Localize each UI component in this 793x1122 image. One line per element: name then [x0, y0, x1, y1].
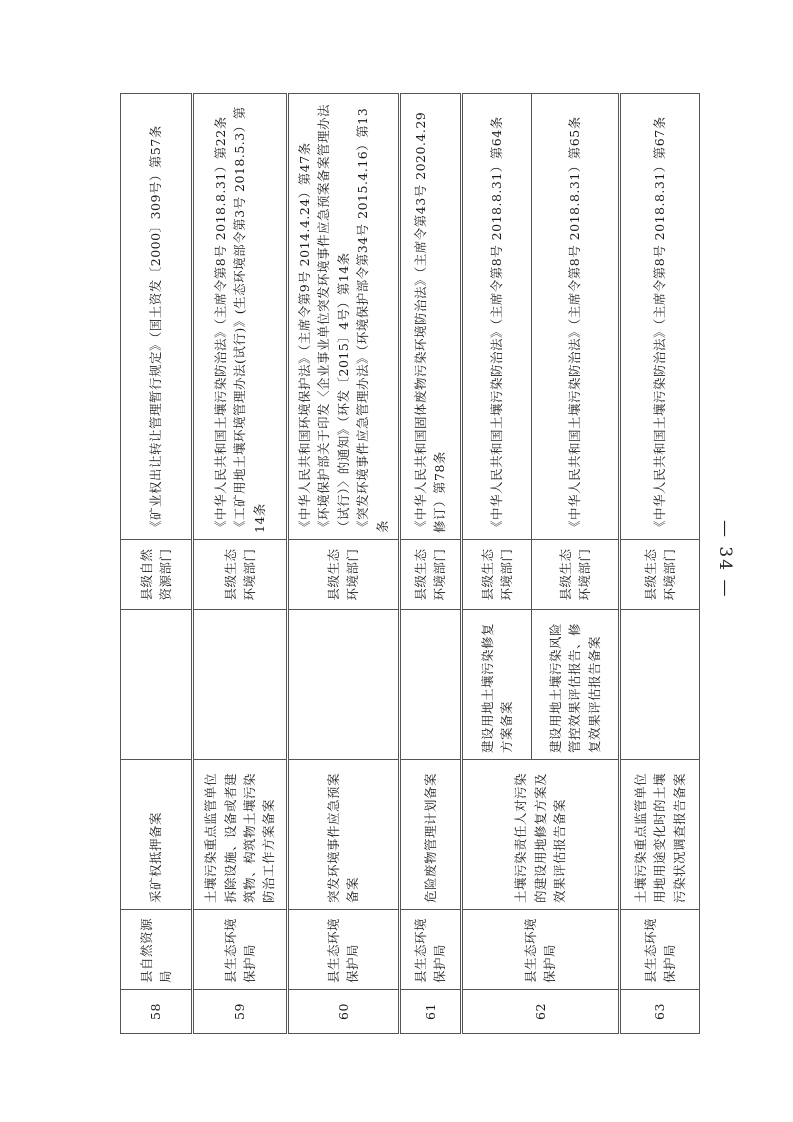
row-number: 59	[193, 990, 288, 1034]
legal-basis-line: 《环境保护部关于印发〈企业事业单位突发环境事件应急预案备案管理办法（试行）〉的通知》（环发〔2015〕4号）第14条	[316, 103, 351, 533]
agency-cell: 县自然资源局	[121, 910, 193, 990]
row-number: 63	[619, 990, 699, 1034]
table-row	[193, 94, 288, 1034]
rotated-table-wrapper	[120, 94, 687, 1034]
row-number: 58	[121, 990, 193, 1034]
legal-basis-cell	[288, 94, 400, 540]
filing-type-cell: 危险废物管理计划备案	[399, 760, 461, 910]
department-cell: 县级生态环境部门	[531, 540, 619, 610]
sub-item-cell	[399, 610, 461, 760]
filing-type-cell: 土壤污染重点监管单位拆除设施、设备或者建筑物、构筑物土壤污染防治工作方案备案	[193, 760, 288, 910]
table-row	[619, 94, 699, 1034]
agency-cell: 县生态环境保护局	[193, 910, 288, 990]
filing-type-cell: 采矿权抵押备案	[121, 760, 193, 910]
legal-basis-cell	[121, 94, 193, 540]
department-cell: 县级生态环境部门	[288, 540, 400, 610]
filing-items-table	[120, 93, 700, 1034]
agency-cell: 县生态环境保护局	[288, 910, 400, 990]
filing-type-cell: 突发环境事件应急预案备案	[288, 760, 400, 910]
row-number: 61	[399, 990, 461, 1034]
legal-basis-cell	[619, 94, 699, 540]
legal-basis-line: 《突发环境事件应急管理办法》（环境保护部令第34号 2015.4.16）第13条	[355, 107, 390, 533]
agency-cell: 县生态环境保护局	[399, 910, 461, 990]
legal-basis-line: 《中华人民共和国土壤污染防治法》（主席令第8号 2018.8.31）第22条	[212, 116, 228, 533]
table-row	[288, 94, 400, 1034]
legal-basis-cell	[399, 94, 461, 540]
sub-item-cell: 建设用地土壤污染风险管控效果评估报告、修复效果评估报告备案	[531, 610, 619, 760]
legal-basis-cell	[531, 94, 619, 540]
filing-type-cell: 土壤污染责任人对污染的建设用地修复方案及效果评估报告备案	[461, 760, 619, 910]
legal-basis-line: 《工矿用地土壤环境管理办法(试行)》(生态环境部令第3号 2018.5.3）第14条	[232, 106, 267, 533]
department-cell: 县级自然资源部门	[121, 540, 193, 610]
sub-item-cell	[121, 610, 193, 760]
legal-basis-line: 《中华人民共和国土壤污染防治法》（主席令第8号 2018.8.31）第64条	[489, 116, 505, 533]
sub-item-cell	[288, 610, 400, 760]
legal-basis-cell	[193, 94, 288, 540]
table-row	[461, 94, 531, 1034]
agency-cell: 县生态环境保护局	[461, 910, 619, 990]
department-cell: 县级生态环境部门	[461, 540, 531, 610]
sub-item-cell: 建设用地土壤污染修复方案备案	[461, 610, 531, 760]
legal-basis-line: 《中华人民共和国土壤污染防治法》（主席令第8号 2018.8.31）第65条	[567, 116, 583, 533]
department-cell: 县级生态环境部门	[193, 540, 288, 610]
legal-basis-cell	[461, 94, 531, 540]
legal-basis-line: 《矿业权出让转让管理暂行规定》（国土资发〔2000〕309号）第57条	[148, 125, 164, 533]
department-cell: 县级生态环境部门	[619, 540, 699, 610]
department-cell: 县级生态环境部门	[399, 540, 461, 610]
legal-basis-line: 《中华人民共和国固体废物污染环境防治法》（主席令第43号 2020.4.29修订）第78条	[413, 111, 448, 533]
row-number: 62	[461, 990, 619, 1034]
legal-basis-line: 《中华人民共和国土壤污染防治法》（主席令第8号 2018.8.31）第67条	[652, 116, 668, 533]
page-number: — 34 —	[715, 520, 735, 599]
filing-type-cell: 土壤污染重点监管单位用地用途变化时的土壤污染状况调查报告备案	[619, 760, 699, 910]
sub-item-cell	[193, 610, 288, 760]
table-row	[121, 94, 193, 1034]
legal-basis-line: 《中华人民共和国环境保护法》（主席令第9号 2014.4.24）第47条	[297, 142, 312, 533]
sub-item-cell	[619, 610, 699, 760]
row-number: 60	[288, 990, 400, 1034]
table-row	[399, 94, 461, 1034]
agency-cell: 县生态环境保护局	[619, 910, 699, 990]
